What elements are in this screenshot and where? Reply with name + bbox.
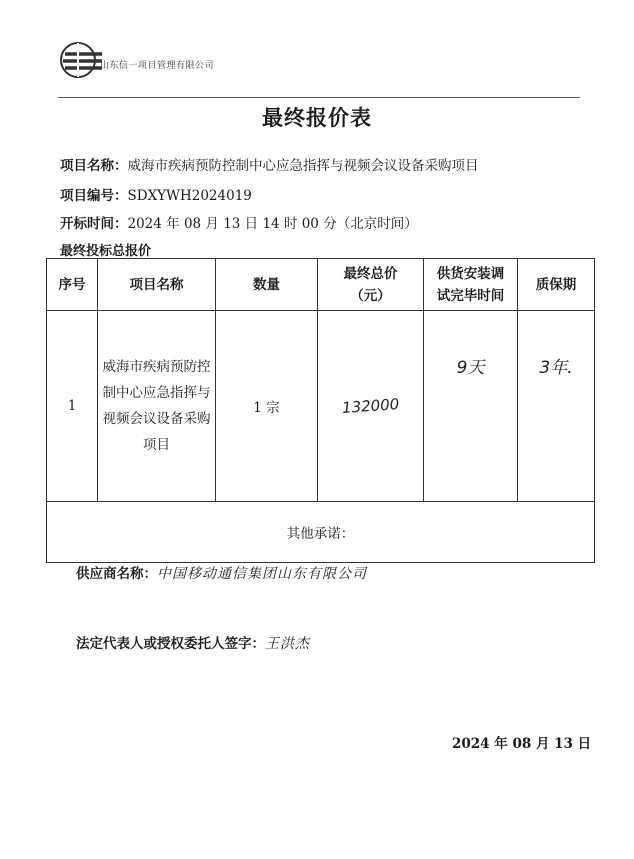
project-code-field: [60, 184, 252, 204]
price-handwritten: 132000: [341, 395, 400, 417]
table-row: [47, 311, 595, 502]
open-time-field: [60, 212, 418, 232]
delivery-handwritten: 9天: [456, 358, 485, 378]
header-price: [318, 259, 424, 311]
quote-table: [46, 258, 595, 563]
project-code-label: 项目编号：: [60, 188, 128, 204]
project-name-value: 威海市疾病预防控制中心应急指挥与视频会议设备采购项目: [127, 158, 479, 174]
supplier-line: [76, 562, 367, 583]
project-code-value: SDXYWH2024019: [127, 188, 252, 204]
header-delivery-line1: 供货安装调: [436, 265, 505, 282]
header-name: 项目名称: [98, 259, 216, 311]
header-price-line1: 最终总价: [343, 265, 398, 282]
supplier-signature: 中国移动通信集团山东有限公司: [157, 566, 367, 582]
open-time-label: 开标时间：: [60, 216, 128, 232]
warranty-handwritten: 3年.: [539, 358, 573, 378]
header-delivery: [424, 259, 518, 311]
cell-delivery: [424, 311, 518, 502]
representative-line: [76, 632, 310, 653]
cell-seq: 1: [47, 311, 98, 502]
project-name-label: 项目名称：: [60, 158, 128, 174]
supplier-label: 供应商名称：: [76, 566, 157, 582]
representative-label: 法定代表人或授权委托人签字：: [76, 636, 265, 652]
header-price-line2: （元）: [350, 287, 391, 304]
cell-qty: 1 宗: [216, 311, 318, 502]
header-seq: 序号: [47, 259, 98, 311]
header-qty: 数量: [216, 259, 318, 311]
representative-signature: 王洪杰: [265, 636, 310, 652]
open-time-value: 2024 年 08 月 13 日 14 时 00 分（北京时间）: [127, 216, 418, 232]
cell-warranty: [518, 311, 595, 502]
company-logo-icon: [58, 40, 104, 80]
company-name: 山东信一项目管理有限公司: [100, 61, 215, 71]
header-divider: [58, 97, 580, 98]
project-name-field: [60, 154, 479, 174]
header-delivery-line2: 试完毕时间: [436, 287, 505, 304]
cell-price: [318, 311, 424, 502]
table-header-row: [47, 259, 595, 311]
page-title: 最终报价表: [262, 106, 372, 130]
other-commitment-row: [47, 502, 595, 563]
header-warranty: 质保期: [518, 259, 595, 311]
cell-name: 威海市疾病预防控制中心应急指挥与视频会议设备采购项目: [98, 311, 216, 502]
other-commitment-cell: 其他承诺：: [47, 502, 595, 563]
section-title: 最终投标总报价: [60, 244, 152, 259]
sign-date: 2024 年 08 月 13 日: [452, 736, 592, 752]
